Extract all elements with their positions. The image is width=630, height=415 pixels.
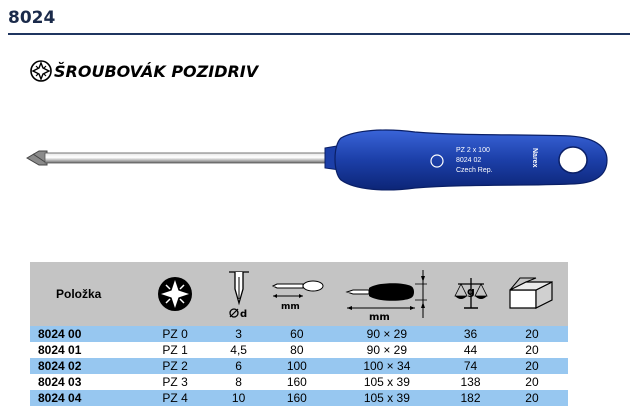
table-row (30, 342, 568, 358)
handle-size-text: PZ 2 x 100 (456, 147, 490, 154)
pozidriv-symbol-icon (30, 60, 52, 82)
blade-unit-label: mm (280, 302, 300, 312)
overall-dimensions-icon (343, 266, 431, 322)
cell-length: 160 (286, 390, 307, 405)
cell-code: 8024 01 (38, 342, 82, 357)
cell-pack: 20 (525, 342, 539, 357)
page-title: 8024 (8, 8, 56, 28)
weight-scale-icon (454, 274, 488, 314)
column-header-weight (445, 262, 496, 326)
cell-code: 8024 03 (38, 374, 82, 389)
cell-pack: 20 (525, 358, 539, 373)
cell-code: 8024 00 (38, 326, 82, 341)
handle-brand-text: Narex (531, 148, 538, 168)
cell-length: 100 (286, 358, 307, 373)
table-row (30, 390, 568, 406)
cell-code: 8024 04 (38, 390, 82, 405)
title-divider (8, 33, 630, 35)
tip-diameter-icon (223, 269, 255, 319)
table-header-row (30, 262, 568, 326)
table-row (30, 374, 568, 390)
cell-weight: 182 (460, 390, 481, 405)
cell-weight: 44 (463, 342, 478, 357)
weight-unit-label: g (466, 285, 475, 298)
column-header-dimensions (329, 262, 445, 326)
screwdriver-photo (25, 118, 615, 218)
column-header-item: Položka (56, 287, 102, 301)
cell-length: 160 (286, 374, 307, 389)
cell-diameter: 4,5 (230, 342, 247, 357)
cell-dimensions: 105 x 39 (363, 390, 410, 405)
spec-table (30, 262, 568, 406)
handle-origin-text: Czech Rep. (456, 167, 493, 174)
cell-code: 8024 02 (38, 358, 82, 373)
cell-size: PZ 0 (162, 326, 188, 341)
column-header-size (138, 262, 212, 326)
cell-pack: 20 (525, 390, 539, 405)
cell-weight: 74 (463, 358, 478, 373)
cell-size: PZ 4 (162, 390, 188, 405)
dims-unit-label: mm (368, 312, 390, 322)
table-row (30, 358, 568, 374)
cell-size: PZ 2 (162, 358, 188, 373)
cell-diameter: 6 (235, 358, 242, 373)
cell-weight: 138 (460, 374, 481, 389)
cell-length: 60 (290, 326, 304, 341)
package-box-icon (506, 276, 558, 312)
cell-diameter: 10 (231, 390, 246, 405)
cell-length: 80 (290, 342, 304, 357)
blade-length-icon (269, 274, 325, 314)
product-heading (30, 60, 258, 82)
cell-size: PZ 1 (162, 342, 188, 357)
column-header-diameter (212, 262, 265, 326)
screwdriver-tip (27, 151, 47, 165)
screwdriver-shaft (45, 153, 330, 163)
cell-dimensions: 90 × 29 (366, 326, 408, 341)
cell-diameter: 3 (235, 326, 242, 341)
cell-diameter: 8 (235, 374, 242, 389)
handle-code-text: 8024 02 (456, 157, 482, 164)
cell-dimensions: 100 × 34 (363, 358, 411, 373)
cell-dimensions: 105 x 39 (363, 374, 410, 389)
cell-dimensions: 90 × 29 (366, 342, 408, 357)
diameter-label: d (239, 309, 247, 319)
pozidriv-tip-icon (156, 275, 194, 313)
column-header-length (265, 262, 329, 326)
table-row (30, 326, 568, 342)
column-header-pack (496, 262, 568, 326)
handle-hang-hole (559, 147, 587, 173)
cell-pack: 20 (525, 374, 539, 389)
product-title: ŠROUBOVÁK POZIDRIV (54, 61, 259, 81)
cell-pack: 20 (525, 326, 539, 341)
cell-size: PZ 3 (162, 374, 188, 389)
cell-weight: 36 (463, 326, 478, 341)
